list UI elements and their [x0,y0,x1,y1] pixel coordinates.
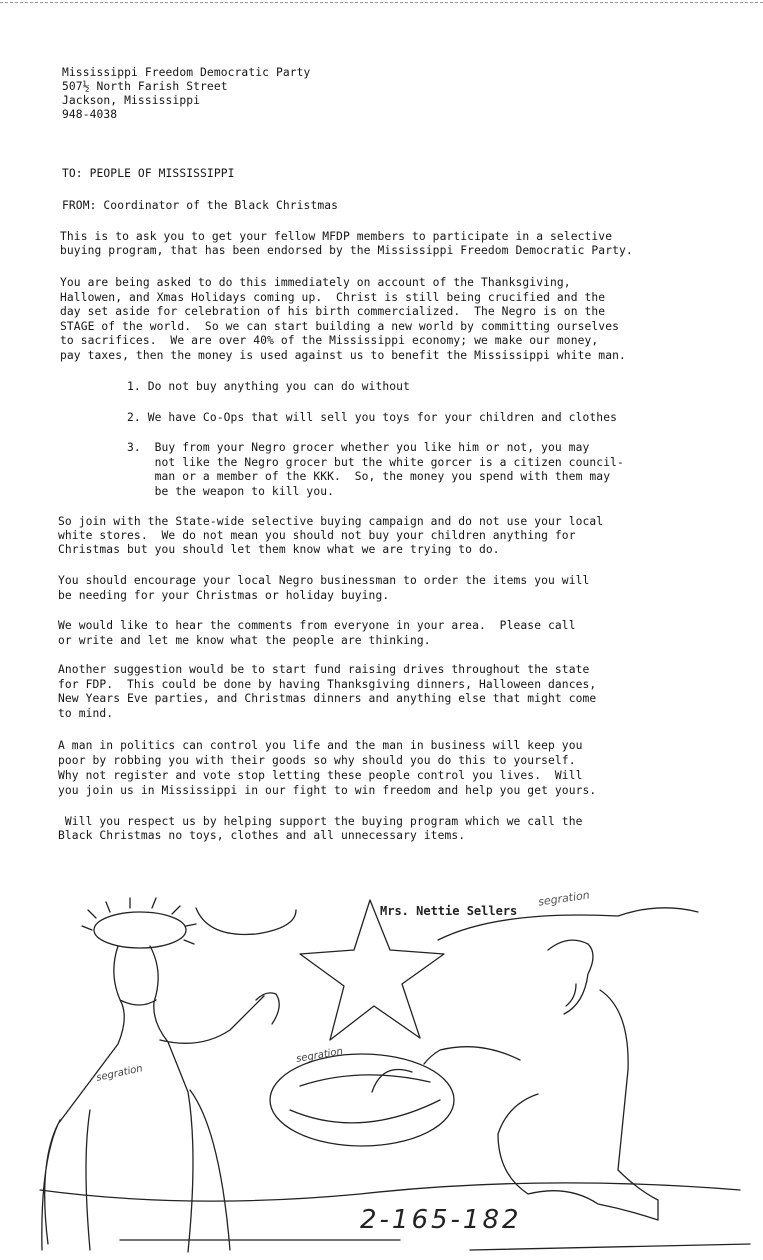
list-item: be the weapon to kill you. [127,485,335,498]
para3-line: So join with the State-wide selective buying campaign and do not use your local [58,515,604,528]
header-org: Mississippi Freedom Democratic Party [62,66,311,79]
para3-line: Christmas but you should let them know what we are trying to do. [58,543,500,556]
list-item: not like the Negro grocer but the white gorcer is a citizen council- [127,456,624,469]
para8-line: Will you respect us by helping support the buying program which we call the [58,815,583,828]
para7-line: Why not register and vote stop letting these people control you lives. Will [58,769,583,782]
header-phone: 948-4038 [62,108,118,121]
para8-line: Black Christmas no toys, clothes and all unnecessary items. [58,829,466,842]
para5-line: We would like to hear the comments from everyone in your area. Please call [58,619,576,632]
list-item: man or a member of the KKK. So, the money you spend with them may [127,470,611,483]
para5-line: or write and let me know what the people are thinking. [58,634,431,647]
para2-line: STAGE of the world. So we can start building a new world by committing ourselves [60,320,620,333]
drawing-label: segration [295,1045,344,1066]
para2-line: pay taxes, then the money is used against us to benefit the Mississippi white man. [60,349,626,362]
signature: Mrs. Nettie Sellers [380,904,518,918]
para2-line: Hallowen, and Xmas Holidays coming up. Christ is still being crucified and the [60,291,606,304]
drawing-label: segration [537,888,591,909]
nativity-drawing [0,860,763,1260]
from-line: FROM: Coordinator of the Black Christmas [62,199,339,212]
para6-line: Another suggestion would be to start fund raising drives throughout the state [58,663,590,676]
list-item: 1. Do not buy anything you can do without [127,380,410,393]
page-number: 2-165-182 [360,1205,522,1235]
list-item: 3. Buy from your Negro grocer whether you like him or not, you may [127,441,590,454]
page-top-edge [0,2,763,3]
man-sketch [424,940,658,1220]
para7-line: you join us in Mississippi in our fight to win freedom and help you get yours. [58,784,597,797]
para6-line: for FDP. This could be done by having Thanksgiving dinners, Halloween dances, [58,678,597,691]
header-city: Jackson, Mississippi [62,94,201,107]
para7-line: poor by robbing you with their goods so why should you do this to yourself. [58,754,576,767]
para6-line: New Years Eve parties, and Christmas dinners and anything else that might come [58,692,597,705]
para2-line: day set aside for celebration of his birth commercialized. The Negro is on the [60,305,606,318]
header-street: 507½ North Farish Street [62,80,228,93]
halo-sketch [94,912,186,948]
manger-sketch [270,1054,454,1146]
para6-line: to mind. [58,707,114,720]
to-line: TO: PEOPLE OF MISSISSIPPI [62,167,235,180]
intro-line: This is to ask you to get your fellow MFDP members to participate in a selective [60,230,613,243]
para3-line: white stores. We do not mean you should not buy your children anything for [58,529,576,542]
para4-line: You should encourage your local Negro businessman to order the items you will [58,574,590,587]
para2-line: You are being asked to do this immediately on account of the Thanksgiving, [60,276,571,289]
para7-line: A man in politics can control you life and the man in business will keep you [58,739,583,752]
star-sketch [300,900,444,1040]
para2-line: to sacrifices. We are over 40% of the Mississippi economy; we make our money, [60,334,599,347]
list-item: 2. We have Co-Ops that will sell you toys for your children and clothes [127,411,617,424]
para4-line: be needing for your Christmas or holiday buying. [58,589,390,602]
intro-line: buying program, that has been endorsed by the Mississippi Freedom Democratic Party. [60,244,633,257]
angel-sketch [42,946,279,1252]
manger-straw [290,1070,440,1123]
drawing-label: segration [95,1063,144,1084]
